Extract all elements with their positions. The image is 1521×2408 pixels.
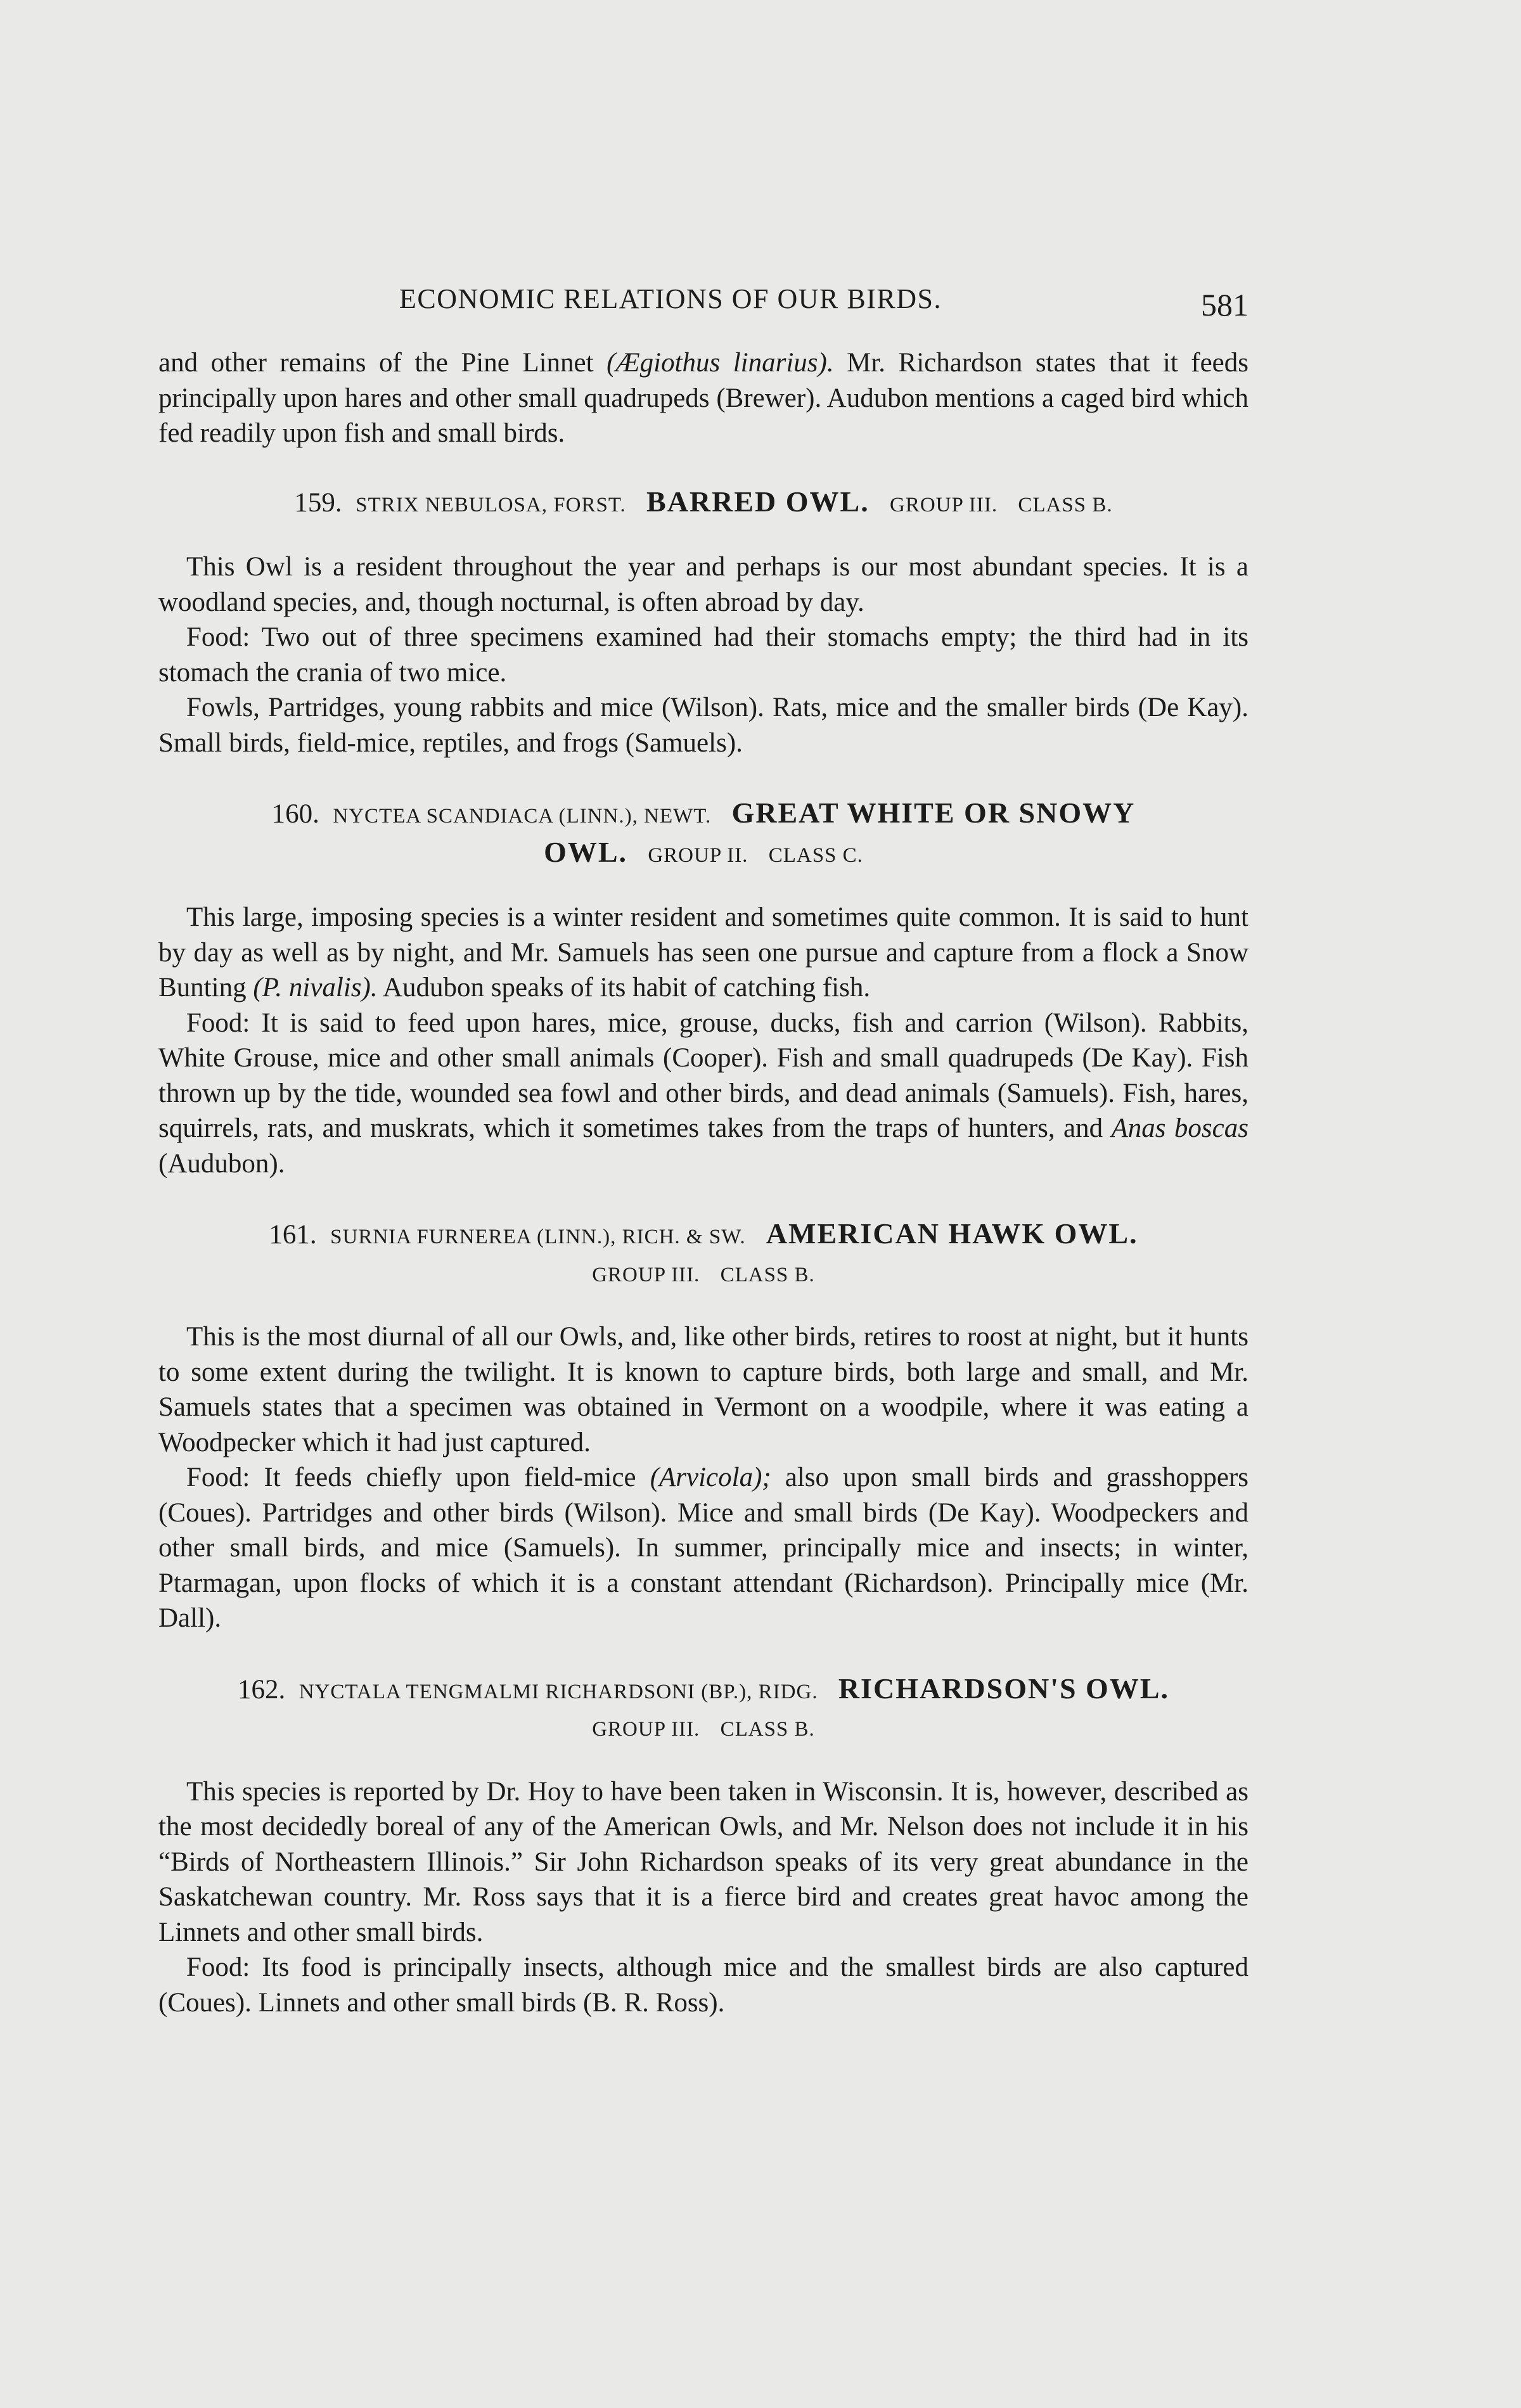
text: Food: It feeds chiefly upon field-mice [186,1463,650,1492]
paragraph-162-2: Food: Its food is principally insects, although mice and the smallest birds are also captured (Coues). Linnets and other small birds (B. R. Ross). [158,1952,1248,2018]
group-label: GROUP II. [648,843,748,867]
italic-text: (Arvicola); [650,1463,771,1492]
page-header [158,279,1248,323]
intro-italic: (Ægiothus linarius). [606,348,834,378]
text: (Audubon). [158,1148,285,1179]
class-label: CLASS B. [720,1718,815,1741]
paragraph-162-1: This species is reported by Dr. Hoy to have been taken in Wisconsin. It is, however, described as the most decidedly boreal of any of the American Owls, and Mr. Nelson does not include it in his “Birds of Northeastern Illinois.” Sir John Richardson speaks of its very great abundance in the Saskatchewan country. Mr. Ross says that it is a fierce bird and creates great havoc among the Linnets and other small birds. [158,1776,1248,1947]
species-number: 159. [294,487,342,518]
scientific-name: NYCTEA SCANDIACA (LINN.), NEWT. [333,805,712,828]
species-heading-159 [158,484,1248,523]
paragraph-161-2 [158,1460,1248,1636]
common-name: BARRED OWL. [646,485,870,518]
class-label: CLASS C. [768,843,863,867]
paragraph-159-3: Fowls, Partridges, young rabbits and mice (Wilson). Rats, mice and the smaller birds (De Kay). Small birds, field-mice, reptiles, and frogs (Samuels). [158,693,1248,758]
species-number: 161. [269,1220,317,1250]
scientific-name: NYCTALA TENGMALMI RICHARDSONI (BP.), RIDG. [298,1680,818,1703]
text: Food: It is said to feed upon hares, mice, grouse, ducks, fish and carrion (Wilson). Rabbits, White Grouse, mice and other small animals (Cooper). Fish and small quadrupeds (De Kay). Fish thrown up by the tide, wounded sea fowl and other birds, and dead animals (Samuels). Fish, hares, squirrels, rats, and muskrats, which it sometimes takes from the traps of hunters, and [158,1008,1248,1143]
common-name: RICHARDSON'S OWL. [838,1672,1170,1705]
species-heading-160 [158,795,1248,873]
species-number: 160. [271,799,319,829]
scientific-name: STRIX NEBULOSA, FORST. [356,493,626,516]
common-name: AMERICAN HAWK OWL. [766,1217,1138,1250]
paragraph-161-1: This is the most diurnal of all our Owls, and, like other birds, retires to roost at night, but it hunts to some extent during the twilight. It is known to capture birds, both large and small, and Mr. Samuels states that a specimen was obtained in Vermont on a woodpile, where it was eating a Woodpecker which it had just captured. [158,1322,1248,1457]
paragraph-160-1 [158,900,1248,1006]
group-label: GROUP III. [592,1263,700,1286]
intro-text-2: Mr. Richardson states that it feeds principally upon hares and other small quadrupeds (Brewer). Audubon mentions a caged bird which fed readily upon fish and small birds. [158,348,1248,448]
page-body [158,345,1248,2020]
intro-text-1: and other remains of the Pine Linnet [158,348,607,378]
text: also upon small birds and grasshoppers (Coues). Partridges and other birds (Wilson). Mice and small birds (De Kay). Woodpeckers and other small birds, and mice (Samuels). In summer, principally mice and insects; in winter, Ptarmagan, upon flocks of which it is a constant attendant (Richardson). Principally mice (Mr. Dall). [158,1463,1248,1633]
species-heading-161 [158,1216,1248,1293]
species-number: 162. [237,1674,286,1705]
class-label: CLASS B. [720,1263,815,1286]
group-label: GROUP III. [592,1718,700,1741]
running-head: ECONOMIC RELATIONS OF OUR BIRDS. [399,283,942,314]
paragraph-160-2 [158,1006,1248,1182]
italic-text: Anas boscas [1111,1113,1248,1143]
class-label: CLASS B. [1018,493,1113,516]
intro-paragraph [158,345,1248,451]
common-name: GREAT WHITE OR SNOWY [731,797,1136,829]
italic-text: (P. nivalis). [253,973,378,1002]
group-label: GROUP III. [890,493,998,516]
common-name-continued: OWL. [544,835,628,868]
text: Audubon speaks of its habit of catching fish. [377,973,871,1002]
species-heading-162 [158,1671,1248,1748]
scientific-name: SURNIA FURNEREA (LINN.), RICH. & SW. [330,1226,746,1248]
text: This large, imposing species is a winter resident and sometimes quite common. It is said to hunt by day as well as by night, and Mr. Samuels has seen one pursue and capture from a flock a Snow Bunting [158,902,1248,1002]
paragraph-159-1: This Owl is a resident throughout the year and perhaps is our most abundant species. It is a woodland species, and, though nocturnal, is often abroad by day. [158,552,1248,617]
paragraph-159-2: Food: Two out of three specimens examined had their stomachs empty; the third had in its stomach the crania of two mice. [158,622,1248,688]
page-number: 581 [1201,287,1248,323]
